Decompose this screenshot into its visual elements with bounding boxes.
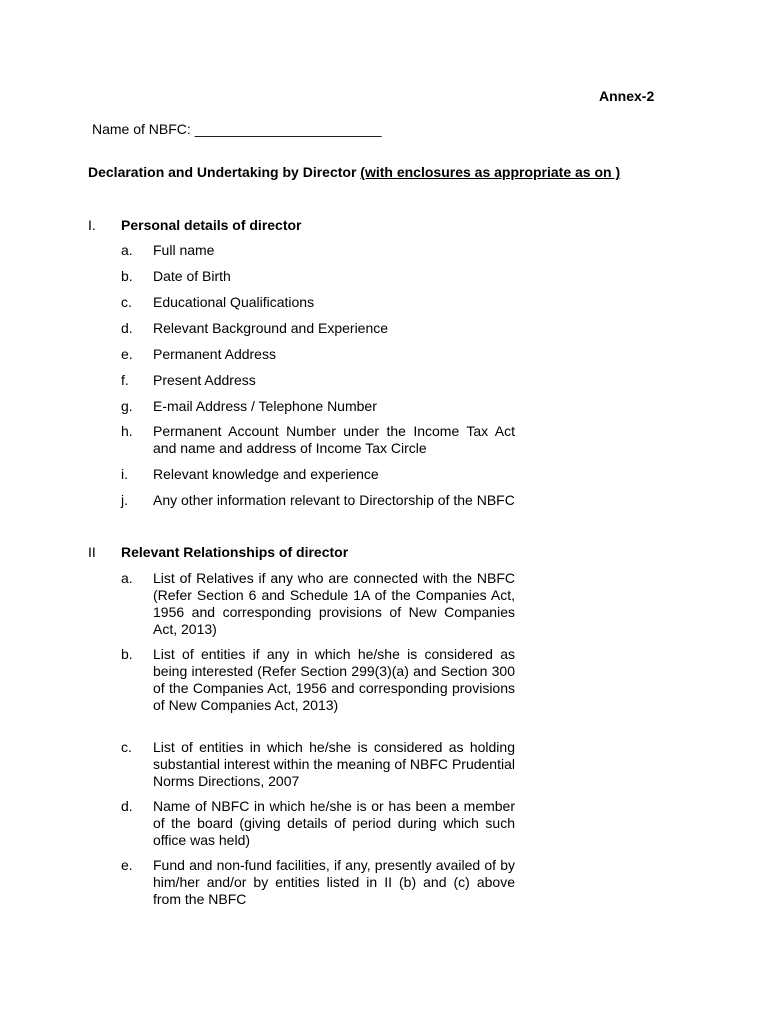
item-letter: c. (121, 739, 132, 755)
item-text: List of entities if any in which he/she is considered as being interested (Refer Section 299(3)(a) and Section 300 of the Companies Act, 1956 and corresponding provisions of New Companies Act, 2013) (153, 646, 515, 713)
item-letter: d. (121, 798, 133, 814)
item-letter: d. (121, 320, 133, 336)
item-letter: i. (121, 466, 128, 482)
item-text: Any other information relevant to Directorship of the NBFC (153, 492, 515, 508)
item-text: Date of Birth (153, 268, 231, 284)
item-text: Fund and non-fund facilities, if any, presently availed of by him/her and/or by entities listed in II (b) and (c) above from the NBFC (153, 857, 515, 907)
declaration-prefix: Declaration and Undertaking by Director (88, 164, 361, 180)
declaration-heading (88, 163, 679, 181)
item-text: Present Address (153, 372, 256, 388)
item-letter: e. (121, 346, 133, 362)
item-letter: c. (121, 294, 132, 310)
item-text: Name of NBFC in which he/she is or has been a member of the board (giving details of period during which such office was held) (153, 798, 515, 848)
nbfc-name-field: Name of NBFC: ________________________ (92, 121, 382, 137)
section-1-title: Personal details of director (121, 217, 302, 233)
item-text: Permanent Address (153, 346, 276, 362)
item-text: List of Relatives if any who are connected with the NBFC (Refer Section 6 and Schedule 1A of the Companies Act, 1956 and corresponding provisions of New Companies Act, 2013) (153, 570, 515, 637)
section-2-title: Relevant Relationships of director (121, 544, 349, 560)
section-2-number: II (88, 544, 96, 560)
item-text: Relevant Background and Experience (153, 320, 389, 336)
annex-label: Annex-2 (599, 88, 655, 104)
item-letter: a. (121, 242, 133, 258)
item-text: Full name (153, 242, 215, 258)
item-text: Permanent Account Number under the Income Tax Act and name and address of Income Tax Circle (153, 423, 515, 456)
item-text: Educational Qualifications (153, 294, 315, 310)
item-letter: e. (121, 857, 133, 873)
item-text: List of entities in which he/she is considered as holding substantial interest within the meaning of NBFC Prudential Norms Directions, 2007 (153, 739, 515, 789)
declaration-enclosures-note: (with enclosures as appropriate as on ) (360, 164, 621, 180)
item-letter: f. (121, 372, 129, 388)
section-1-number: I. (88, 217, 96, 233)
item-letter: a. (121, 570, 133, 586)
item-letter: b. (121, 646, 133, 662)
item-letter: h. (121, 423, 133, 439)
item-letter: g. (121, 398, 133, 414)
item-letter: j. (121, 492, 128, 508)
item-text: E-mail Address / Telephone Number (153, 398, 377, 414)
item-text: Relevant knowledge and experience (153, 466, 379, 482)
item-letter: b. (121, 268, 133, 284)
